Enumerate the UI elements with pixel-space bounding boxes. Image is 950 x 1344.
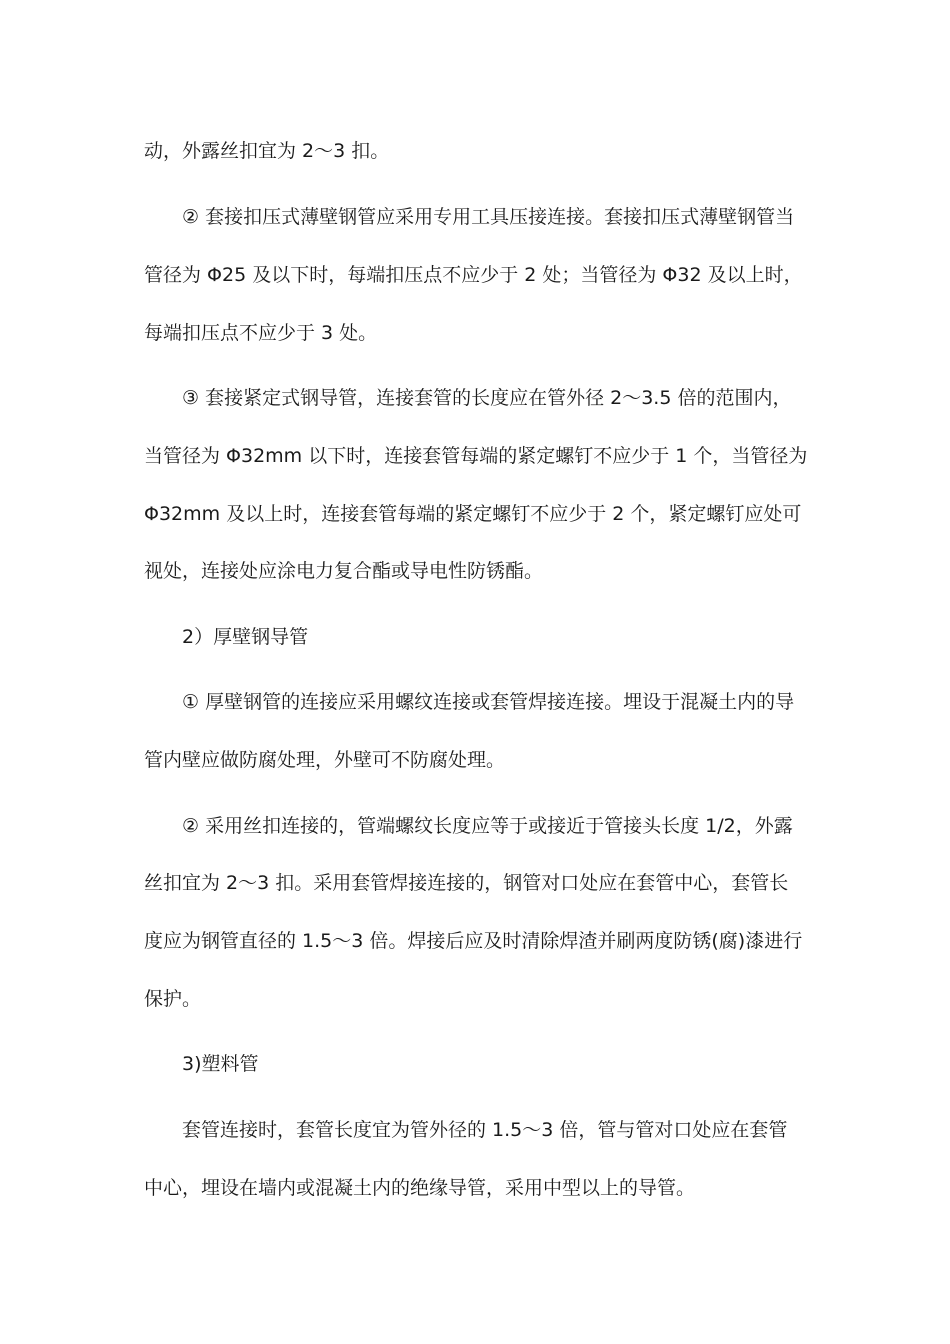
text-line-17: 套管连接时，套管长度宜为管外径的 1.5～3 倍，管与管对口处应在套管 (182, 1119, 788, 1141)
text-line-1: 动，外露丝扣宜为 2～3 扣。 (144, 140, 390, 162)
text-line-15: 保护。 (144, 988, 202, 1010)
text-line-14: 度应为钢管直径的 1.5～3 倍。焊接后应及时清除焊渣并刷两度防锈(腐)漆进行 (144, 930, 803, 952)
text-line-4: 每端扣压点不应少于 3 处。 (144, 322, 378, 344)
text-line-3: 管径为 Φ25 及以下时，每端扣压点不应少于 2 处；当管径为 Φ32 及以上时， (144, 264, 803, 286)
text-line-11: 管内壁应做防腐处理，外壁可不防腐处理。 (144, 749, 506, 771)
text-line-8: 视处，连接处应涂电力复合酯或导电性防锈酯。 (144, 560, 544, 582)
text-line-2: ② 套接扣压式薄壁钢管应采用专用工具压接连接。套接扣压式薄壁钢管当 (182, 206, 795, 228)
text-line-10: ① 厚壁钢管的连接应采用螺纹连接或套管焊接连接。埋设于混凝土内的导 (182, 691, 795, 713)
section-heading-thick-wall-steel: 2）厚壁钢导管 (182, 626, 309, 648)
section-heading-plastic-pipe: 3)塑料管 (182, 1053, 259, 1075)
text-line-13: 丝扣宜为 2～3 扣。采用套管焊接连接的，钢管对口处应在套管中心，套管长 (144, 872, 789, 894)
text-line-6: 当管径为 Φ32mm 以下时，连接套管每端的紧定螺钉不应少于 1 个，当管径为 (144, 445, 808, 467)
text-line-12: ② 采用丝扣连接的，管端螺纹长度应等于或接近于管接头长度 1/2，外露 (182, 815, 793, 837)
text-line-5: ③ 套接紧定式钢导管，连接套管的长度应在管外径 2～3.5 倍的范围内， (182, 387, 792, 409)
text-line-7: Φ32mm 及以上时，连接套管每端的紧定螺钉不应少于 2 个，紧定螺钉应处可 (144, 503, 802, 525)
text-line-18: 中心，埋设在墙内或混凝土内的绝缘导管，采用中型以上的导管。 (144, 1177, 696, 1199)
